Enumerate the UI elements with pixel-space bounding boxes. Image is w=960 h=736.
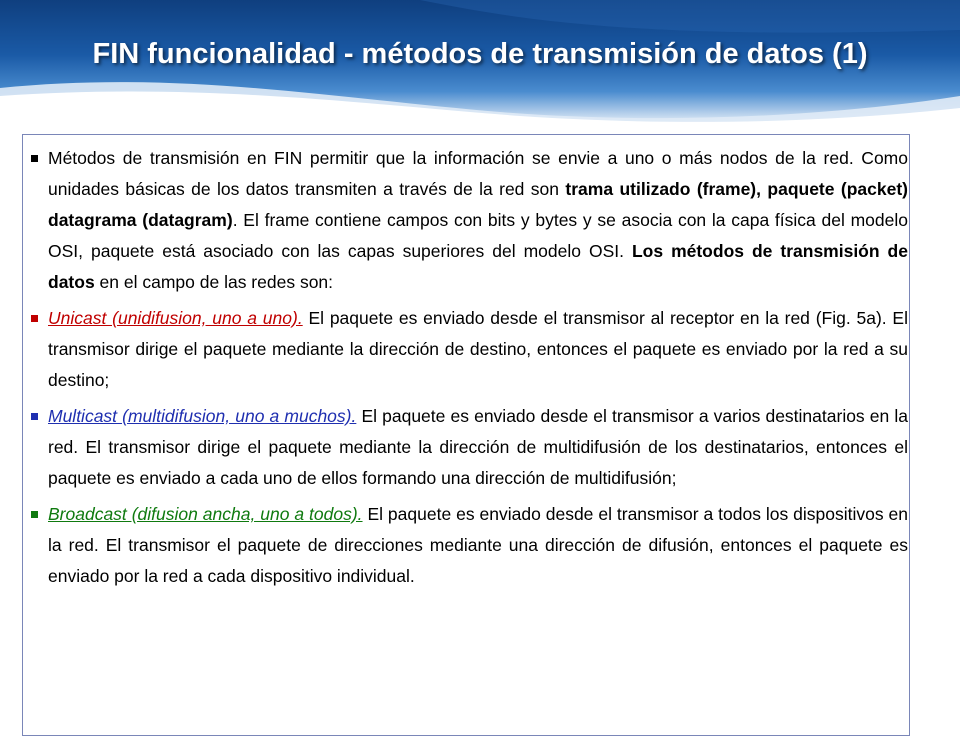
bullet-list bbox=[28, 143, 908, 597]
intro-text-1: Métodos de transmisión en FIN permitir que la información se envie a uno o más nodos de la red. Como unidades básicas de los datos transmiten a través de la red son bbox=[48, 148, 908, 199]
bullet-item-broadcast bbox=[28, 499, 908, 592]
multicast-term: Multicast (multidifusion, uno a muchos). bbox=[48, 406, 357, 426]
broadcast-description: El paquete es enviado desde el transmisor a todos los dispositivos en la red. El transmisor el paquete de direcciones mediante una dirección de difusión, entonces el paquete es enviado por la red a cada dispositivo individual. bbox=[48, 504, 909, 586]
slide-header bbox=[0, 0, 960, 122]
square-bullet-icon bbox=[31, 155, 38, 162]
intro-bold-methods: Los métodos de transmisión de datos bbox=[48, 241, 908, 292]
slide-title: FIN funcionalidad - métodos de transmisión de datos (1) bbox=[92, 38, 868, 70]
unicast-term: Unicast (unidifusion, uno a uno). bbox=[48, 308, 303, 328]
bullet-item-multicast bbox=[28, 401, 908, 494]
bullet-item-intro bbox=[28, 143, 908, 298]
square-bullet-icon bbox=[31, 315, 38, 322]
intro-text-3: en el campo de las redes son: bbox=[94, 272, 334, 292]
multicast-description: El paquete es enviado desde el transmisor a varios destinatarios en la red. El transmisor dirige el paquete mediante la dirección de multidifusión de los destinatarios, entonces el paquete es enviado a cada uno de ellos formando una dirección de multidifusión; bbox=[48, 406, 908, 488]
intro-bold-units: trama utilizado (frame), paquete (packet) datagrama (datagram) bbox=[48, 179, 908, 230]
square-bullet-icon bbox=[31, 511, 38, 518]
square-bullet-icon bbox=[31, 413, 38, 420]
broadcast-term: Broadcast (difusion ancha, uno a todos). bbox=[48, 504, 363, 524]
unicast-description: El paquete es enviado desde el transmisor al receptor en la red (Fig. 5a). El transmisor dirige el paquete mediante la dirección de destino, entonces el paquete es enviado por la red a su destino; bbox=[48, 308, 908, 390]
intro-text-2: . El frame contiene campos con bits y bytes y se asocia con la capa física del modelo OSI, paquete está asociado con las capas superiores del modelo OSI. bbox=[48, 210, 908, 261]
bullet-item-unicast bbox=[28, 303, 908, 396]
